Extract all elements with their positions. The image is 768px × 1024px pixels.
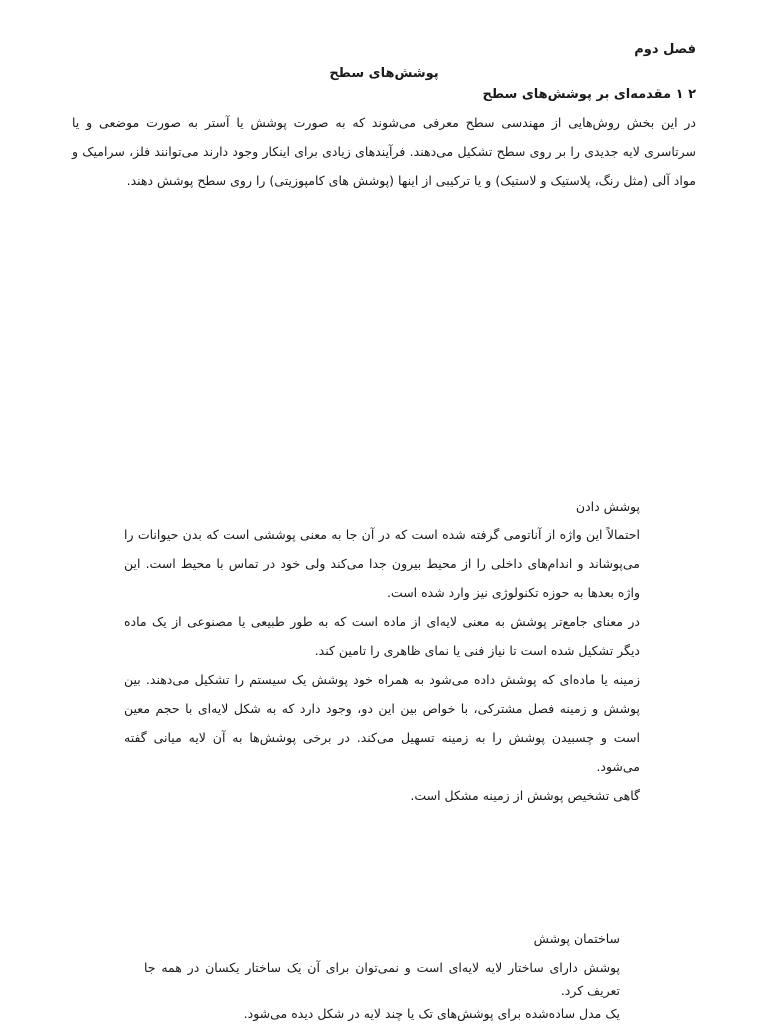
coating-paragraph: زمینه یا ماده‌ای که پوشش داده می‌شود به همراه خود پوشش یک سیستم را تشکیل می‌دهند. بین پوشش و زمینه فصل مشترکی، با خواص بین این دو، وجود دارد که به شکل لایه‌ای با حجم معین است و چسبیدن پوشش را به زمینه تسهیل می‌کند. در برخی پوشش‌ها به آن لایه میانی گفته می‌شود.	[124, 672, 640, 774]
structure-section-title: ساختمان پوشش	[533, 931, 620, 946]
coating-paragraph: در معنای جامع‌تر پوشش به معنی لایه‌ای از ماده است که به طور طبیعی یا مصنوعی از یک ماده دیگر تشکیل شده است تا نیاز فنی یا نمای ظاهری را تامین کند.	[124, 614, 640, 658]
structure-section	[144, 926, 620, 1024]
chapter-label: فصل دوم	[634, 42, 696, 57]
coating-section-title: پوشش دادن	[575, 499, 640, 514]
structure-paragraph: پوشش دارای ساختار لایه لایه‌ای است و نمی‌توان برای آن یک ساختار یکسان در همه جا تعریف کرد.	[144, 960, 620, 998]
coating-section	[124, 494, 640, 810]
intro-paragraph: در این بخش روش‌هایی از مهندسی سطح معرفی می‌شوند که به صورت پوشش یا آستر به صورت موضعی و یا سرتاسری لایه جدیدی را بر روی سطح تشکیل می‌دهند. فرآیندهای زیادی برای اینکار وجود دارند می‌توانند فلز، سرامیک و مواد آلی (مثل رنگ، پلاستیک و لاستیک) و یا ترکیبی از اینها (پوشش های کامپوزیتی) را روی سطح پوشش دهند.	[72, 115, 696, 188]
section-heading: ۲ ۱ مقدمه‌ای بر پوشش‌های سطح	[482, 87, 696, 102]
coating-paragraph: گاهی تشخیص پوشش از زمینه مشکل است.	[410, 788, 640, 803]
page-title: پوشش‌های سطح	[329, 66, 439, 81]
coating-paragraph: احتمالاً این واژه از آناتومی گرفته شده است که در آن جا به معنی پوششی است که بدن حیوانات را می‌پوشاند و اندام‌های داخلی را از محیط بیرون جدا می‌کند ولی خود در تماس با محیط است. این واژه بعدها به حوزه تکنولوژی نیز وارد شده است.	[124, 527, 640, 600]
structure-paragraph: یک مدل ساده‌شده برای پوشش‌های تک یا چند لایه در شکل دیده می‌شود.	[243, 1006, 620, 1021]
